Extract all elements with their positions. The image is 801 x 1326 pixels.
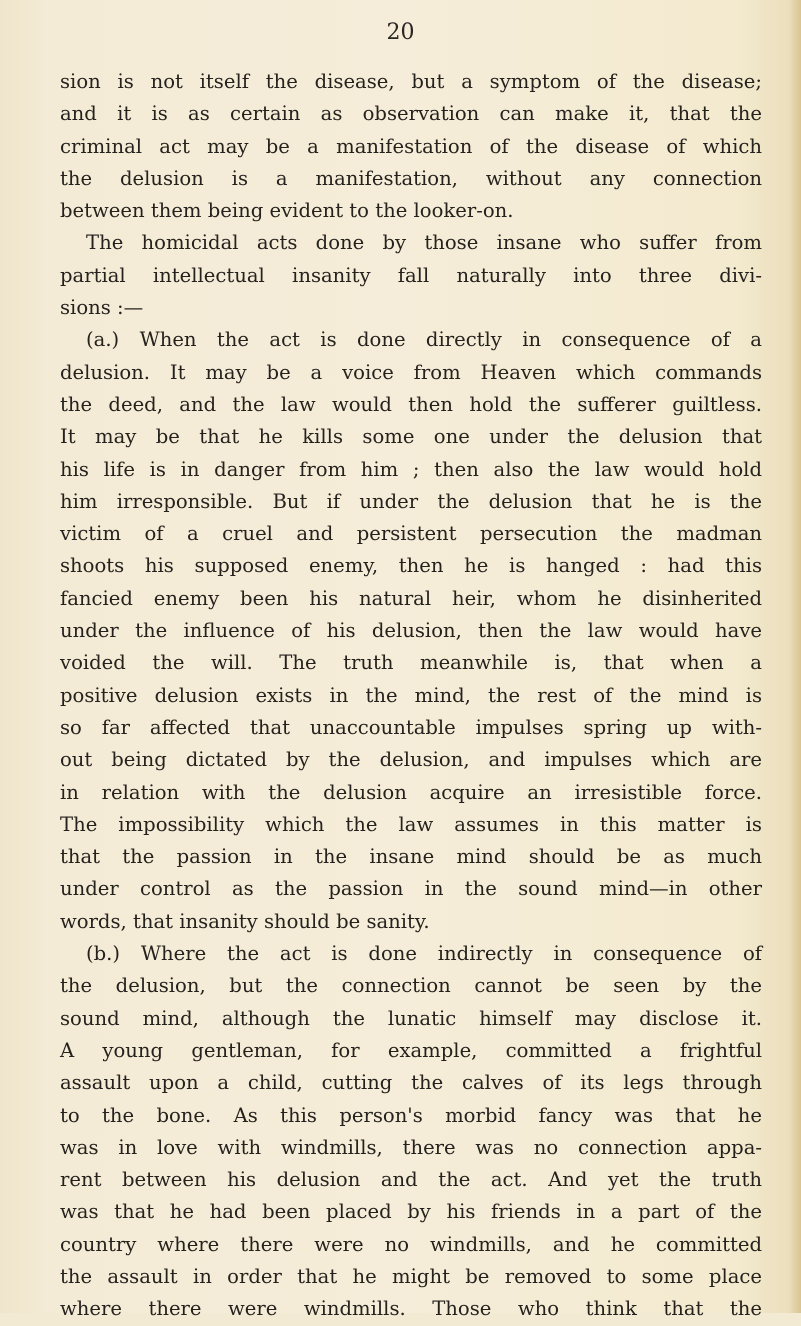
text-line: voided the will. The truth meanwhile is, that when a bbox=[60, 651, 762, 675]
text-line: the delusion, but the connection cannot be seen by the bbox=[60, 974, 762, 998]
text-line: under control as the passion in the sound mind—in other bbox=[60, 877, 762, 901]
body-text bbox=[60, 66, 762, 1326]
text-line: sound mind, although the lunatic himself may disclose it. bbox=[60, 1006, 762, 1030]
text-line: rent between his delusion and the act. And yet the truth bbox=[60, 1168, 762, 1192]
text-line: assault upon a child, cutting the calves of its legs through bbox=[60, 1071, 762, 1095]
text-line: to the bone. As this person's morbid fancy was that he bbox=[60, 1103, 762, 1127]
text-line: so far affected that unaccountable impulses spring up with- bbox=[60, 715, 762, 739]
text-line: his life is in danger from him ; then also the law would hold bbox=[60, 457, 762, 481]
text-line: words, that insanity should be sanity. bbox=[60, 909, 430, 933]
text-line: was in love with windmills, there was no connection appa- bbox=[60, 1135, 762, 1159]
text-line: where there were windmills. Those who think that the bbox=[60, 1297, 762, 1321]
text-line: country where there were no windmills, and he committed bbox=[60, 1232, 762, 1256]
text-line: out being dictated by the delusion, and impulses which are bbox=[60, 748, 762, 772]
text-line: criminal act may be a manifestation of the disease of which bbox=[60, 134, 762, 158]
text-line: A young gentleman, for example, committed a frightful bbox=[60, 1038, 762, 1062]
text-line: under the influence of his delusion, then the law would have bbox=[60, 619, 762, 643]
text-line: the delusion is a manifestation, without any connection bbox=[60, 166, 762, 190]
text-line: in relation with the delusion acquire an irresistible force. bbox=[60, 780, 762, 804]
text-line: positive delusion exists in the mind, the rest of the mind is bbox=[60, 683, 762, 707]
page-edge-shadow bbox=[789, 0, 801, 1313]
text-line: The impossibility which the law assumes in this matter is bbox=[60, 812, 762, 836]
page-number: 20 bbox=[386, 20, 415, 45]
text-line: partial intellectual insanity fall naturally into three divi- bbox=[60, 263, 762, 287]
text-line: (b.) Where the act is done indirectly in consequence of bbox=[86, 942, 762, 966]
text-line: sion is not itself the disease, but a symptom of the disease; bbox=[60, 70, 762, 93]
text-line: The homicidal acts done by those insane who suffer from bbox=[86, 231, 762, 255]
text-line: fancied enemy been his natural heir, whom he disinherited bbox=[60, 586, 762, 610]
text-line: the deed, and the law would then hold the sufferer guiltless. bbox=[60, 392, 762, 416]
text-line: It may be that he kills some one under the delusion that bbox=[60, 425, 762, 449]
text-line: that the passion in the insane mind should be as much bbox=[60, 845, 762, 869]
text-line: was that he had been placed by his friends in a part of the bbox=[60, 1200, 762, 1224]
text-line: and it is as certain as observation can make it, that the bbox=[60, 102, 762, 126]
text-line: him irresponsible. But if under the delusion that he is the bbox=[60, 489, 762, 513]
text-line: delusion. It may be a voice from Heaven which commands bbox=[60, 360, 762, 384]
text-line: the assault in order that he might be removed to some place bbox=[60, 1264, 762, 1288]
text-line: (a.) When the act is done directly in consequence of a bbox=[86, 328, 762, 352]
text-line: victim of a cruel and persistent persecution the madman bbox=[60, 522, 762, 546]
text-line: between them being evident to the looker-on. bbox=[60, 199, 514, 223]
text-line: sions :— bbox=[60, 296, 144, 320]
text-line: shoots his supposed enemy, then he is hanged : had this bbox=[60, 554, 762, 578]
